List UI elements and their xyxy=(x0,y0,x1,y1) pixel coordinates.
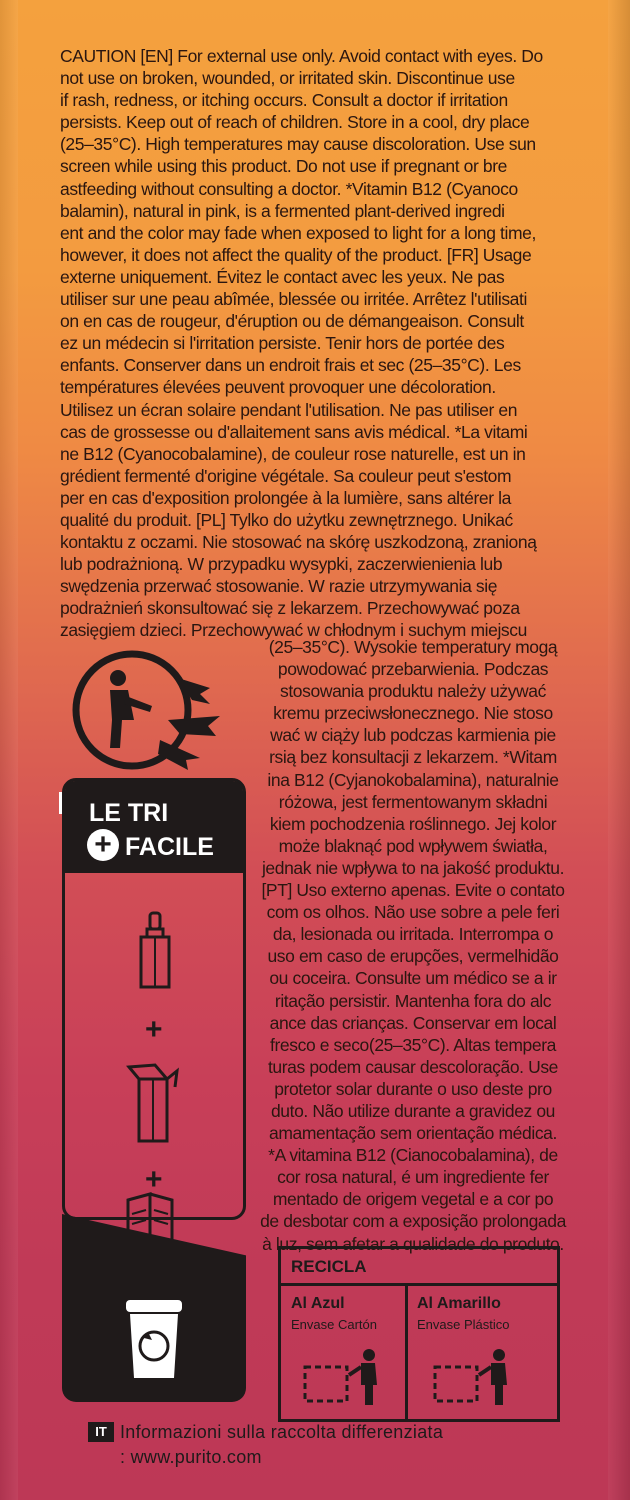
person-bin-icon-right xyxy=(429,1345,519,1407)
carton-box-icon xyxy=(125,1057,185,1147)
recycling-bin-icon xyxy=(122,1294,186,1382)
recicla-right-sub: Envase Plástico xyxy=(417,1317,510,1332)
italy-info-line1: Informazioni sulla raccolta differenziata xyxy=(120,1422,444,1442)
person-bin-icon-left xyxy=(299,1345,389,1407)
recicla-left-sub: Envase Cartón xyxy=(291,1317,377,1332)
plus-sign: + xyxy=(145,1013,163,1046)
triman-footer xyxy=(62,1214,246,1402)
dropper-bottle-icon xyxy=(135,911,175,991)
panel-left-edge xyxy=(0,0,18,1500)
italy-info-line2: : www.purito.com xyxy=(120,1447,262,1467)
recicla-title: RECICLA xyxy=(291,1257,367,1276)
person-recycling-icon xyxy=(60,640,250,770)
triman-title-line2: FACILE xyxy=(125,833,214,861)
caution-text-continued: (25–35°C). Wysokie temperatury mogą powodować przebarwienia. Podczas stosowania produktu należy używać kremu przeciwsłonecznego. Nie stoso wać w ciąży lub podczas karmienia pie rsią bez konsultacji z lekarzem. *Witam ina B12 (Cyjanokobalamina), naturalnie różowa, jest fermentowanym składni kiem pochodzenia roślinnego. Jej kolor może blaknąć pod wpływem światła, jednak nie wpływa to na jakość produktu. [PT] Uso externo apenas. Evite o contato com os olhos. Não use sobre a pele feri da, lesionada ou irritada. Interrompa o uso em caso de erupções, vermelhidão ou coceira. Consulte um médico se a ir ritação persistir. Mantenha fora do alc ance das crianças. Conservar em local fresco e seco(25–35°C). Altas tempera turas podem causar descoloração. Use protetor solar durante o uso deste pro duto. Não utilize durante a gravidez ou amamentação sem orientação médica. *A vitamina B12 (Cianocobalamina), de cor rosa natural, é um ingrediente fer mentado de origem vegetal e a cor po de desbotar com a exposição prolongada à luz, sem afetar a qualidade do produto. xyxy=(260,637,566,1254)
recicla-right-title: Al Amarillo xyxy=(417,1295,501,1312)
recicla-divider-h xyxy=(281,1283,557,1286)
recicla-box xyxy=(278,1246,560,1422)
triman-title-line1: LE TRI xyxy=(89,799,169,827)
caution-text-block: CAUTION [EN] For external use only. Avoid contact with eyes. Do not use on broken, wounded, or irritated skin. Discontinue use if rash, redness, or itching occurs. Consult a doctor if irritation persists. Keep out of reach of children. Store in a cool, dry place (25–35°C). High temperatures may cause discoloration. Use sun screen while using this product. Do not use if pregnant or bre astfeeding without consulting a doctor. *Vitamin B12 (Cyanoco balamin), natural in pink, is a fermented plant-derived ingredi ent and the color may fade when exposed to light for a long time, however, it does not affect the quality of the product. [FR] Usage externe uniquement. Évitez le contact avec les yeux. Ne pas utiliser sur une peau abîmée, blessée ou irritée. Arrêtez l'utilisati on en cas de rougeur, d'éruption ou de démangeaison. Consult ez un médecin si l'irritation persiste. Tenir hors de portée des enfants. Conserver dans un endroit frais et sec (25–35°C). Les températures élevées peuvent provoquer une décoloration. Utilisez un écran solaire pendant l'utilisation. Ne pas utiliser en cas de grossesse ou d'allaitement sans avis médical. *La vitami ne B12 (Cyanocobalamine), de couleur rose naturelle, est un in grédient fermenté d'origine végétale. Sa couleur peut s'estom per en cas d'exposition prolongée à la lumière, sans altérer la qualité du produit. [PL] Tylko do użytku zewnętrznego. Unikać kontaktu z oczami. Nie stosować na skórę uszkodzoną, zranioną lub podrażnioną. W przypadku wysypki, zaczerwienienia lub swędzenia przerwać stosowanie. W razie utrzymywania się podrażnień skonsultować się z lekarzem. Przechowywać poza zasięgiem dzieci. Przechowywać w chłodnym i suchym miejscu xyxy=(60,46,543,641)
triman-header xyxy=(65,781,243,873)
recicla-divider-v xyxy=(405,1283,408,1419)
panel-right-edge xyxy=(608,0,630,1500)
it-tag: IT xyxy=(88,1422,114,1442)
plus-sign: + xyxy=(145,1163,163,1196)
triman-sorting-card xyxy=(62,778,246,1220)
recicla-left-title: Al Azul xyxy=(291,1295,345,1312)
plus-badge-icon: + xyxy=(87,829,119,861)
